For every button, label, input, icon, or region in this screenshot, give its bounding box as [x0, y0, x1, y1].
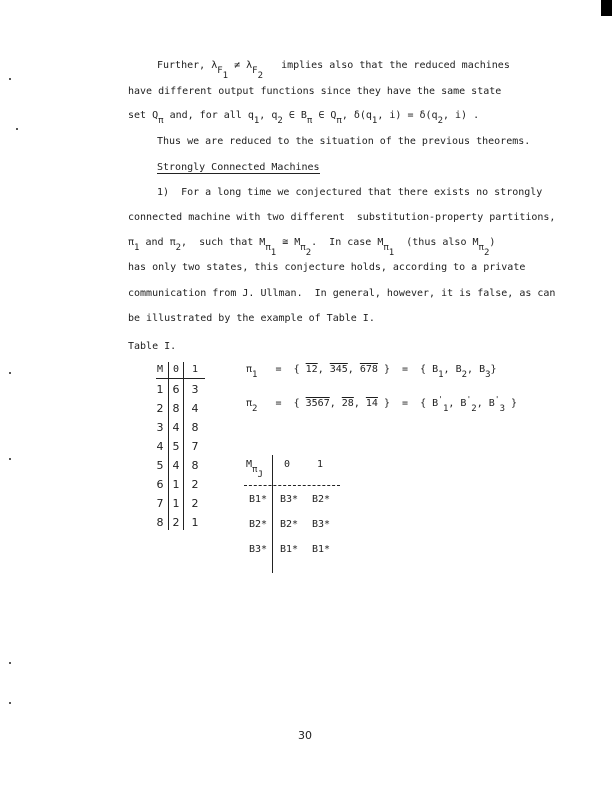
- math-q-pi: $Q_\pi$: [152, 110, 164, 126]
- quotient-cell: B3*: [248, 544, 268, 555]
- pi-subscript: 1: [252, 370, 258, 380]
- pi-symbol: π: [246, 398, 253, 409]
- paragraph-line: [128, 237, 496, 258]
- equals-brace: = {: [275, 364, 300, 375]
- block: 28: [341, 398, 354, 409]
- quotient-cell: B1*: [279, 544, 299, 555]
- paragraph-line: be illustrated by the example of Table I.: [128, 313, 375, 324]
- table-cell: 4: [156, 440, 164, 453]
- table-cell: 7: [191, 440, 199, 453]
- quotient-cell: B1*: [311, 544, 331, 555]
- math-iso: $M_{\pi_1}$ ≅ $M_{\pi_2}$: [259, 237, 312, 258]
- page-number: 30: [298, 729, 312, 742]
- table-cell: 1: [156, 383, 164, 396]
- table-cell: 7: [156, 497, 164, 510]
- table-cell: 2: [156, 402, 164, 415]
- pi-subscript: 2: [252, 404, 258, 414]
- quotient-cell: B2*: [279, 519, 299, 530]
- table-cell: 2: [172, 516, 180, 529]
- table-header-0: 0: [172, 364, 180, 375]
- scan-speck: [9, 458, 11, 460]
- paragraph-line: 1) For a long time we conjectured that there exists no strongly: [157, 187, 543, 198]
- scan-speck: [9, 372, 11, 374]
- paragraph-line: has only two states, this conjecture holds, according to a private: [128, 262, 526, 273]
- table-rule: [272, 455, 273, 573]
- table-header-1: 1: [191, 364, 199, 375]
- table-cell: 2: [191, 497, 199, 510]
- table-cell: 4: [191, 402, 199, 415]
- block: 678: [359, 364, 378, 375]
- paragraph-line: connected machine with two different substitution-property partitions,: [128, 212, 556, 223]
- partition-pi2: $\pi_2$ = { 3567, 28, 14 } = { $B'_1$, $B'_2$, $B'_3$ }: [246, 395, 518, 414]
- table-cell: 5: [172, 440, 180, 453]
- paragraph-line: Thus we are reduced to the situation of the previous theorems.: [157, 136, 531, 147]
- text-run: and: [139, 237, 170, 248]
- table-cell: 8: [191, 459, 199, 472]
- equals-brace: } = { B: [383, 398, 439, 409]
- heading-text: Strongly Connected Machines: [157, 162, 320, 173]
- quotient-cell: B2*: [311, 494, 331, 505]
- table-cell: 1: [191, 516, 199, 529]
- block: 14: [365, 398, 378, 409]
- table-cell: 4: [172, 459, 180, 472]
- quotient-header-0: 0: [283, 459, 291, 470]
- math-membership: $q_1$, $q_2$ ∈ $B_\pi$ ∈ $Q_\pi$, $\delta(q_1$, $i) = \delta(q_2$, i): [247, 110, 468, 126]
- paragraph-line: communication from J. Ullman. In general, however, it is false, as can: [128, 288, 556, 299]
- block: 3567: [305, 398, 330, 409]
- text-run: Further,: [157, 60, 212, 71]
- table-cell: 3: [156, 421, 164, 434]
- text-run: .: [467, 110, 480, 121]
- scan-speck: [9, 662, 11, 664]
- table-cell: 5: [156, 459, 164, 472]
- table-cell: 3: [191, 383, 199, 396]
- math-m-pi2: $M_{\pi_2}$: [472, 237, 490, 258]
- table-cell: 8: [191, 421, 199, 434]
- table-cell: 1: [172, 478, 180, 491]
- table-cell: 1: [172, 497, 180, 510]
- table-rule: [244, 485, 340, 487]
- math-m-pi1: $M_{\pi_1}$: [377, 237, 395, 258]
- table-cell: 8: [172, 402, 180, 415]
- table-cell: 8: [156, 516, 164, 529]
- math-pi2: $\pi_2$: [169, 237, 182, 253]
- partition-pi1: $\pi_1$ = { 12, 345, 678 } = { $B_1$, $B_2$, $B_3$}: [246, 364, 497, 380]
- table-cell: 2: [191, 478, 199, 491]
- table-header-m: M: [156, 364, 164, 375]
- table-rule: [156, 378, 205, 379]
- text-run: (thus also: [394, 237, 473, 248]
- scan-speck: [9, 702, 11, 704]
- block: 345: [329, 364, 348, 375]
- text-run: implies also that the reduced machines: [281, 60, 510, 71]
- equals-brace: } = { B: [383, 364, 439, 375]
- table-cell: 6: [156, 478, 164, 491]
- text-run: set: [128, 110, 153, 121]
- scan-edge-mark: [601, 0, 612, 16]
- text-run: ): [489, 237, 496, 248]
- quotient-cell: B2*: [248, 519, 268, 530]
- text-run: , such that: [181, 237, 260, 248]
- table-rule: [168, 362, 169, 530]
- table-rule: [183, 362, 184, 530]
- pi-symbol: π: [246, 364, 253, 375]
- quotient-cell: B3*: [279, 494, 299, 505]
- paragraph-line: have different output functions since they have the same state: [128, 86, 502, 97]
- quotient-header-m: $M_{\pi_J}$: [246, 459, 263, 480]
- scan-speck: [9, 78, 11, 80]
- text-run: . In case: [311, 237, 378, 248]
- text-run: and, for all: [163, 110, 248, 121]
- scan-speck: [16, 128, 18, 130]
- quotient-cell: B1*: [248, 494, 268, 505]
- paragraph-line: [128, 110, 480, 126]
- table-cell: 4: [172, 421, 180, 434]
- table-label: Table I.: [128, 341, 177, 352]
- equals-brace: = {: [275, 398, 300, 409]
- math-pi1: $\pi_1$: [128, 237, 140, 253]
- section-heading: [157, 162, 320, 174]
- close-brace: }: [490, 364, 497, 375]
- math-lambda-neq: $\lambda_{F_1} \ne \lambda_{F_2}$: [211, 60, 263, 81]
- quotient-header-1: 1: [316, 459, 324, 470]
- block: 12: [305, 364, 318, 375]
- close-brace: }: [511, 398, 518, 409]
- quotient-cell: B3*: [311, 519, 331, 530]
- paragraph-line: [157, 60, 510, 81]
- table-cell: 6: [172, 383, 180, 396]
